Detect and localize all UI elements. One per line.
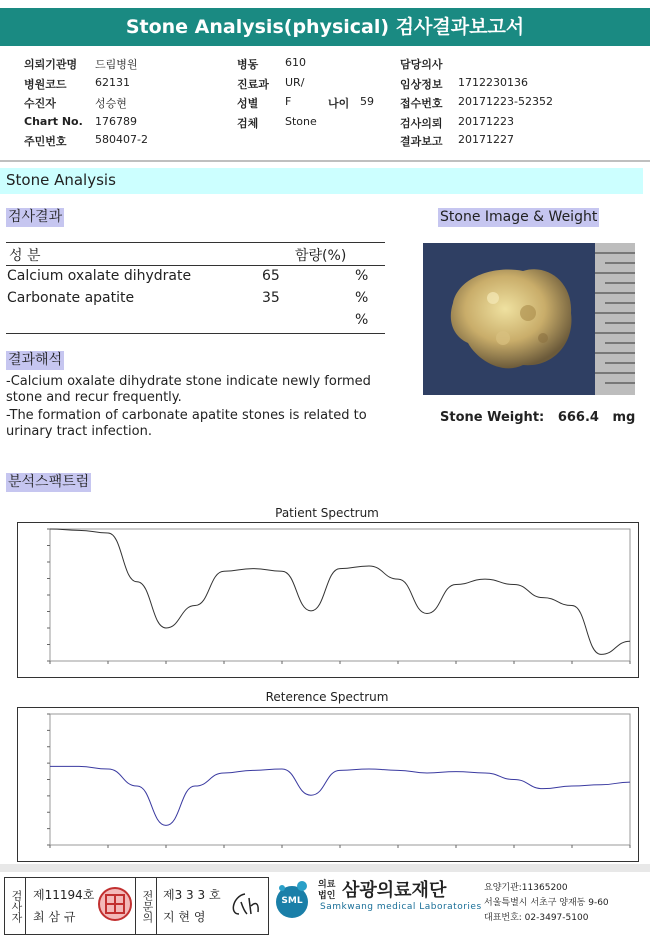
reference-spectrum-plot [18, 708, 638, 861]
org-address: 서울특별시 서초구 양재동 9-60 [484, 898, 609, 908]
label: 수진자 [24, 97, 56, 110]
label: 진료과 [237, 78, 269, 91]
plot-frame [50, 529, 630, 661]
label: 검사의뢰 [400, 117, 443, 130]
component-value: 65 [262, 268, 280, 284]
org-name-en: Samkwang medical Laboratories [320, 902, 482, 912]
inspector-label: 검사자 [5, 878, 26, 934]
label: 병원코드 [24, 78, 67, 91]
inspector-no: 제11194호 [33, 888, 95, 902]
footer-divider [0, 864, 650, 872]
reference-spectrum-chart [17, 707, 639, 862]
receipt-no-value: 20171223-52352 [458, 95, 553, 108]
label: 주민번호 [24, 135, 67, 148]
label: 결과보고 [400, 135, 443, 148]
chart-no-value: 176789 [95, 115, 137, 128]
component-unit: % [355, 290, 369, 306]
age-value: 59 [360, 95, 374, 108]
label: 담당의사 [400, 58, 443, 71]
reference-spectrum-title: Reterence Spectrum [265, 690, 389, 704]
weight-unit: mg [612, 410, 636, 425]
signature-box [4, 877, 269, 935]
specimen-value: Stone [285, 115, 317, 128]
component-name: Calcium oxalate dihydrate [7, 268, 192, 284]
specialist-no: 제3 3 3 호 [163, 888, 221, 902]
results-heading: 검사결과 [8, 209, 63, 225]
label: 검체 [237, 117, 259, 130]
specialist-name: 지 현 영 [163, 910, 206, 924]
component-name: Carbonate apatite [7, 290, 135, 306]
report-title: Stone Analysis(physical) 검사결과보고서 [0, 8, 650, 46]
spectrum-line [50, 529, 630, 654]
table-header-line [6, 265, 385, 266]
weight-value: 666.4 [557, 410, 599, 425]
clinical-info-value: 1712230136 [458, 76, 528, 89]
institution-value: 드림병원 [95, 58, 138, 71]
divider [0, 160, 650, 162]
section-title: Stone Analysis [0, 168, 643, 194]
spectrum-line [50, 766, 630, 825]
org-prefix-top: 의료 [318, 880, 336, 890]
org-badge: SML [281, 896, 303, 906]
interpretation-line: -The formation of carbonate apatite stones is related to [6, 408, 367, 423]
sex-value: F [285, 95, 292, 108]
label: 나이 [328, 97, 350, 110]
org-code: 요양기관:11365200 [484, 883, 568, 893]
table-top-line [6, 242, 385, 243]
org-prefix [318, 880, 335, 902]
org-phone: 대표번호: 02-3497-5100 [484, 913, 589, 923]
stone-weight [440, 410, 635, 425]
hospital-code-value: 62131 [95, 76, 130, 89]
label: 의뢰기관명 [24, 58, 78, 71]
patient-spectrum-plot [18, 523, 638, 677]
footer [0, 872, 650, 941]
interpretation-line: -Calcium oxalate dihydrate stone indicate newly formed [6, 374, 371, 389]
resident-no-value: 580407-2 [95, 133, 148, 146]
stone-image [423, 243, 635, 395]
label: Chart No. [24, 115, 83, 128]
stone-photo [423, 243, 635, 395]
label: 임상정보 [400, 78, 443, 91]
component-unit: % [355, 312, 369, 328]
component-header: 성 분 [9, 248, 41, 264]
label: 접수번호 [400, 97, 443, 110]
seal-icon [97, 886, 133, 922]
inspector-name: 최 삼 규 [33, 910, 76, 924]
org-name: 삼광의료재단 [342, 880, 447, 901]
amount-header: 함량(%) [295, 248, 347, 264]
component-unit: % [355, 268, 369, 284]
patient-spectrum-chart [17, 522, 639, 678]
spectrum-heading: 분석스팩트럼 [8, 474, 90, 490]
org-prefix-bottom: 법인 [318, 891, 336, 901]
interpretation-line: stone and recur frequently. [6, 390, 182, 405]
signature-mark [225, 888, 261, 920]
interpretation-line: urinary tract infection. [6, 424, 152, 439]
interpretation-heading: 결과해석 [8, 352, 63, 368]
specialist-label: 전문의 [135, 878, 157, 934]
report-date-value: 20171227 [458, 133, 514, 146]
plot-frame [50, 714, 630, 845]
ward-value: 610 [285, 56, 306, 69]
label: 성별 [237, 97, 259, 110]
component-value: 35 [262, 290, 280, 306]
dept-value: UR/ [285, 76, 305, 89]
patient-spectrum-title: Patient Spectrum [275, 506, 379, 520]
table-bottom-line [6, 333, 385, 334]
label: 병동 [237, 58, 259, 71]
image-heading: Stone Image & Weight [440, 209, 598, 225]
recipient-value: 성승현 [95, 97, 127, 110]
request-date-value: 20171223 [458, 115, 514, 128]
weight-label: Stone Weight: [440, 410, 545, 425]
